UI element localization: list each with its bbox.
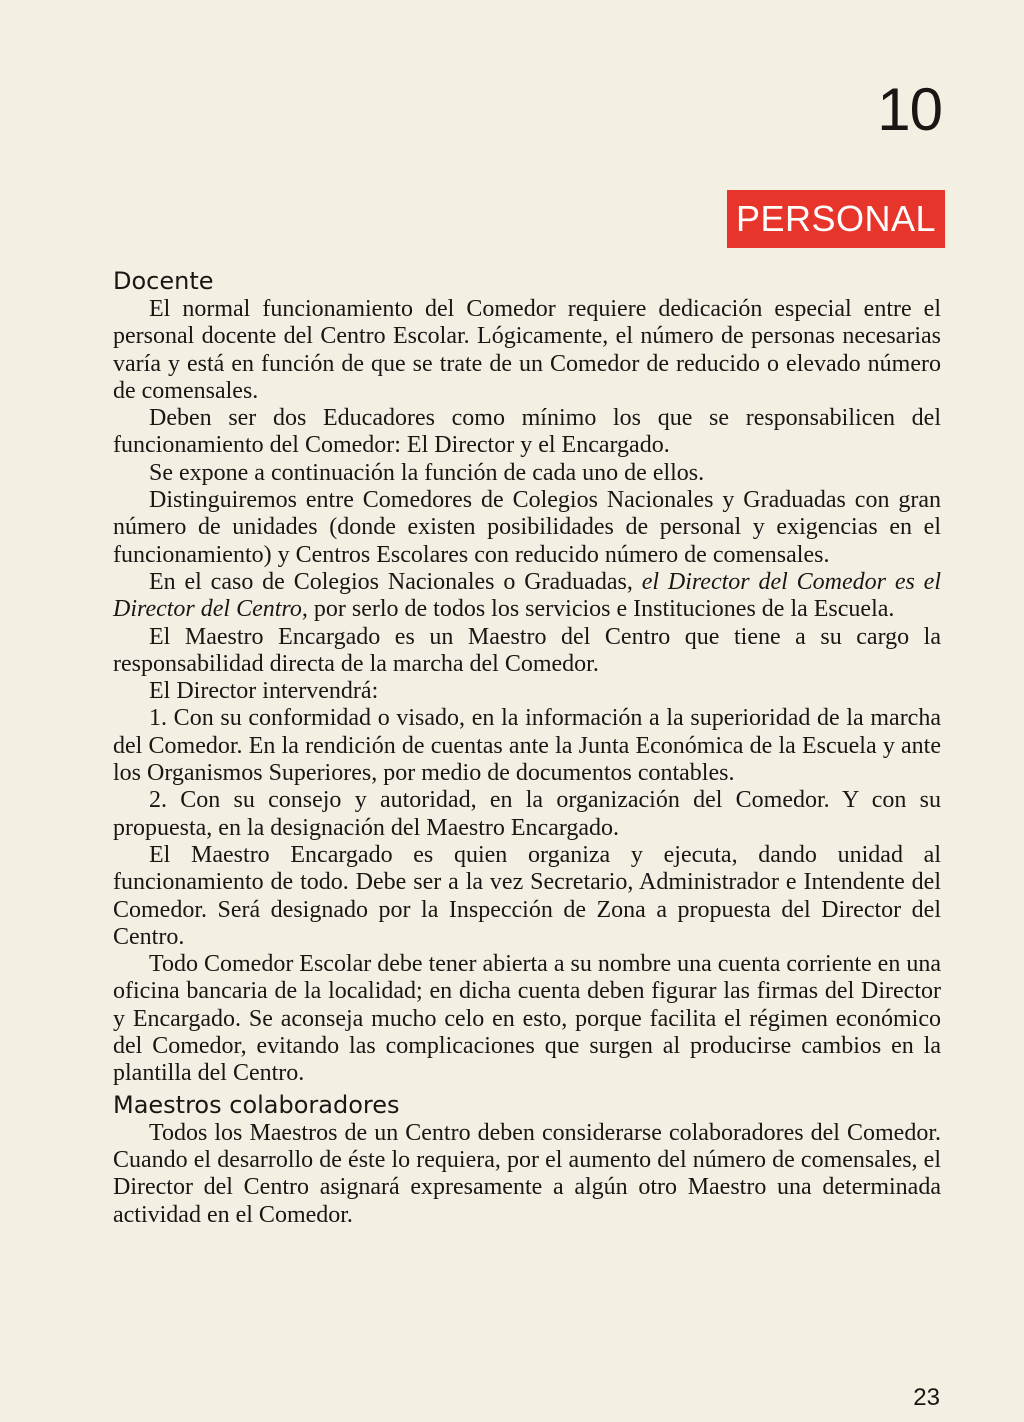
paragraph: El normal funcionamiento del Comedor requiere dedicación especial entre el personal docente del Centro Escolar. Lógicamente, el número de personas necesarias varía y está en función de que se trate de un Comedor de reducido o elevado número de comensales. (113, 296, 941, 404)
page-number: 23 (913, 1384, 940, 1411)
italic-emphasis: el Director del Comedor es el Director del Centro, (113, 568, 942, 623)
numbered-item-1: 1. Con su conformidad o visado, en la información a la superioridad de la marcha del Comedor. En la rendición de cuentas ante la Junta Económica de la Escuela y ante los Organismos Superiores, por medio de documentos contables. (113, 705, 941, 787)
paragraph: El Director intervendrá: (149, 678, 379, 705)
paragraph-text: En el caso de Colegios Nacionales o Graduadas, (149, 568, 642, 595)
section-heading-colaboradores: Maestros colaboradores (113, 1090, 400, 1119)
paragraph-text: por serlo de todos los servicios e Instituciones de la Escuela. (307, 596, 895, 623)
paragraph (113, 569, 941, 624)
paragraph: Todo Comedor Escolar debe tener abierta a su nombre una cuenta corriente en una oficina bancaria de la localidad; en dicha cuenta deben figurar las firmas del Director y Encargado. Se aconseja mucho celo en esto, porque facilita el régimen económico del Comedor, evitando las complicaciones que surgen al producirse cambios en la plantilla del Centro. (113, 951, 941, 1087)
paragraph: Deben ser dos Educadores como mínimo los que se responsabilicen del funcionamiento del Comedor: El Director y el Encargado. (113, 405, 941, 459)
paragraph: Se expone a continuación la función de cada uno de ellos. (149, 459, 705, 486)
paragraph: Distinguiremos entre Comedores de Colegios Nacionales y Graduadas con gran número de unidades (donde existen posibilidades de personal y exigencias en el funcionamiento) y Centros Escolares con reducido número de comensales. (113, 487, 941, 568)
paragraph: Todos los Maestros de un Centro deben considerarse colaboradores del Comedor. Cuando el desarrollo de éste lo requiera, por el aumento del número de comensales, el Director del Centro asignará expresamente a algún otro Maestro una determinada actividad en el Comedor. (113, 1119, 941, 1228)
section-heading-docente: Docente (113, 267, 214, 295)
paragraph: El Maestro Encargado es quien organiza y ejecuta, dando unidad al funcionamiento de todo. Debe ser a la vez Secretario, Administrador e Intendente del Comedor. Será designado por la Inspección de Zona a propuesta del Director del Centro. (113, 841, 941, 950)
paragraph: El Maestro Encargado es un Maestro del Centro que tiene a su cargo la responsabilidad directa de la marcha del Comedor. (113, 623, 941, 677)
page-body (113, 266, 941, 1229)
numbered-item-2: 2. Con su consejo y autoridad, en la organización del Comedor. Y con su propuesta, en la designación del Maestro Encargado. (113, 787, 941, 841)
chapter-title-banner: PERSONAL (727, 190, 945, 248)
chapter-number: 10 (877, 76, 942, 143)
